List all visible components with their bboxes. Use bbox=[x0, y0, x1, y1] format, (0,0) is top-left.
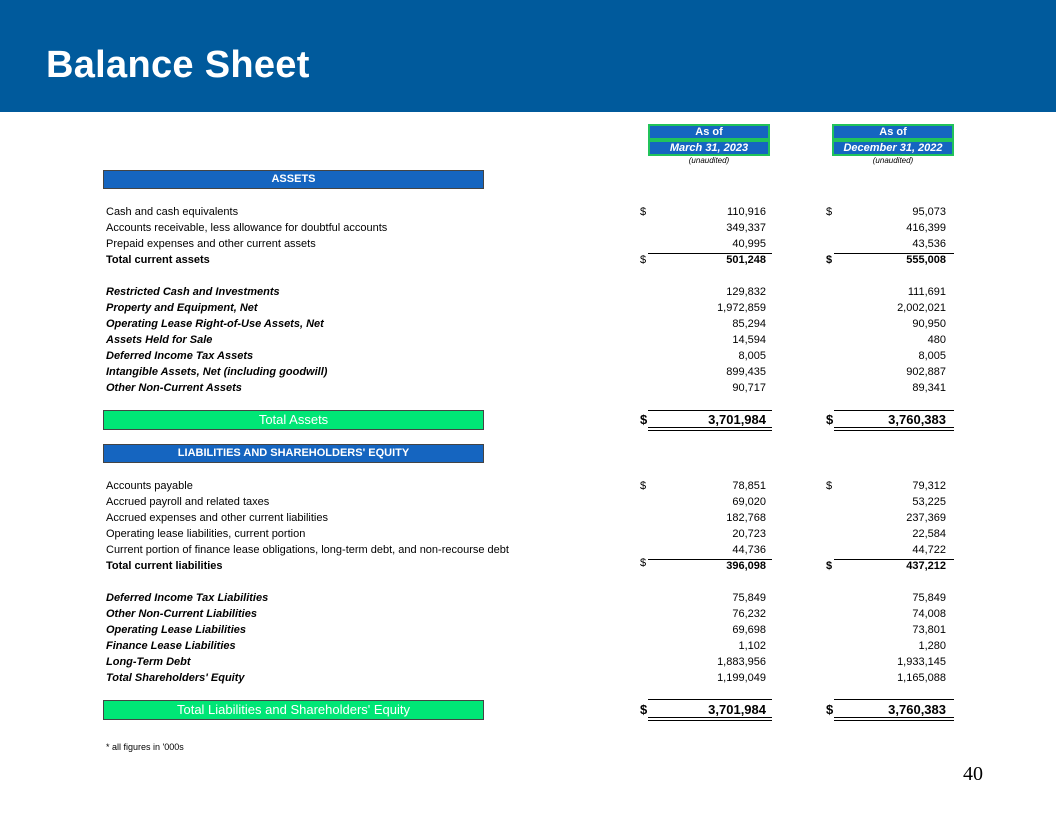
total-assets-label: Total Assets bbox=[103, 410, 484, 430]
page-number: 40 bbox=[963, 763, 983, 785]
row-label: Deferred Income Tax Assets bbox=[106, 350, 254, 362]
row-label: Total current assets bbox=[106, 254, 210, 266]
value-col2: 237,369 bbox=[906, 512, 946, 524]
value-col2: 111,691 bbox=[907, 286, 946, 298]
row-label: Intangible Assets, Net (including goodwill) bbox=[106, 366, 328, 378]
row-label: Operating Lease Right-of-Use Assets, Net bbox=[106, 318, 324, 330]
value-col1: 20,723 bbox=[732, 528, 766, 540]
value-col2: 1,933,145 bbox=[897, 656, 946, 668]
page-title: Balance Sheet bbox=[46, 44, 310, 86]
row-label: Total current liabilities bbox=[106, 560, 223, 572]
double-underline bbox=[648, 717, 772, 721]
table-row bbox=[0, 318, 1056, 334]
value-col2: 555,008 bbox=[906, 254, 946, 266]
value-col2: 44,722 bbox=[912, 544, 946, 556]
value-col2: 89,341 bbox=[912, 382, 946, 394]
table-row bbox=[0, 640, 1056, 656]
table-row bbox=[0, 528, 1056, 544]
table-row bbox=[0, 366, 1056, 382]
currency-symbol: $ bbox=[640, 557, 647, 569]
row-label: Accounts payable bbox=[106, 480, 193, 492]
col2-note: (unaudited) bbox=[872, 156, 914, 165]
value-col1: 396,098 bbox=[726, 560, 766, 572]
value-col2: 79,312 bbox=[912, 480, 946, 492]
value-col1: 110,916 bbox=[727, 206, 766, 218]
value-col2: 53,225 bbox=[912, 496, 946, 508]
value-col1: 1,972,859 bbox=[717, 302, 766, 314]
value-col1: 90,717 bbox=[732, 382, 766, 394]
value-col2: 74,008 bbox=[912, 608, 946, 620]
value-col2: 1,165,088 bbox=[897, 672, 946, 684]
row-label: Assets Held for Sale bbox=[106, 334, 213, 346]
table-row bbox=[0, 544, 1056, 560]
value-col1: 1,199,049 bbox=[717, 672, 766, 684]
value-col1: 85,294 bbox=[732, 318, 766, 330]
value-col1: 69,020 bbox=[732, 496, 766, 508]
currency-symbol: $ bbox=[640, 480, 647, 492]
value-col2: 3,760,383 bbox=[888, 412, 946, 427]
value-col1: 69,698 bbox=[732, 624, 766, 636]
table-row bbox=[0, 238, 1056, 254]
value-col2: 22,584 bbox=[912, 528, 946, 540]
value-col1: 3,701,984 bbox=[708, 702, 766, 717]
row-label: Cash and cash equivalents bbox=[106, 206, 239, 218]
currency-symbol: $ bbox=[640, 206, 647, 218]
value-col2: 416,399 bbox=[906, 222, 946, 234]
table-row bbox=[0, 656, 1056, 672]
table-row bbox=[0, 334, 1056, 350]
value-col1: 1,102 bbox=[738, 640, 766, 652]
value-col1: 78,851 bbox=[732, 480, 766, 492]
double-underline bbox=[648, 427, 772, 431]
row-label: Accounts receivable, less allowance for doubtful accounts bbox=[106, 222, 388, 234]
currency-symbol: $ bbox=[826, 412, 834, 427]
row-label: Restricted Cash and Investments bbox=[106, 286, 280, 298]
value-col1: 75,849 bbox=[732, 592, 766, 604]
value-col1: 76,232 bbox=[732, 608, 766, 620]
table-row bbox=[0, 672, 1056, 688]
row-label: Prepaid expenses and other current assets bbox=[106, 238, 316, 250]
row-label: Current portion of finance lease obligations, long-term debt, and non-recourse debt bbox=[106, 544, 509, 556]
table-row bbox=[0, 496, 1056, 512]
value-col2: 73,801 bbox=[912, 624, 946, 636]
value-col1: 40,995 bbox=[732, 238, 766, 250]
table-row bbox=[0, 592, 1056, 608]
currency-symbol: $ bbox=[826, 702, 834, 717]
value-col2: 8,005 bbox=[918, 350, 946, 362]
row-label: Operating lease liabilities, current portion bbox=[106, 528, 306, 540]
row-label: Finance Lease Liabilities bbox=[106, 640, 236, 652]
row-label: Long-Term Debt bbox=[106, 656, 191, 668]
value-col2: 43,536 bbox=[912, 238, 946, 250]
table-row bbox=[0, 382, 1056, 398]
value-col1: 501,248 bbox=[726, 254, 766, 266]
table-row bbox=[0, 608, 1056, 624]
col2-date: December 31, 2022 bbox=[832, 140, 954, 156]
value-col1: 3,701,984 bbox=[708, 412, 766, 427]
value-col2: 437,212 bbox=[906, 560, 946, 572]
value-col1: 1,883,956 bbox=[717, 656, 766, 668]
table-row bbox=[0, 302, 1056, 318]
value-col1: 8,005 bbox=[738, 350, 766, 362]
table-row bbox=[0, 350, 1056, 366]
total-current-assets-row bbox=[0, 254, 1056, 270]
row-label: Accrued expenses and other current liabilities bbox=[106, 512, 328, 524]
currency-symbol: $ bbox=[826, 480, 833, 492]
currency-symbol: $ bbox=[640, 254, 647, 266]
row-label: Property and Equipment, Net bbox=[106, 302, 258, 314]
value-col2: 902,887 bbox=[906, 366, 946, 378]
double-underline bbox=[834, 717, 954, 721]
col1-date: March 31, 2023 bbox=[648, 140, 770, 156]
currency-symbol: $ bbox=[640, 702, 648, 717]
total-liabilities-equity-label: Total Liabilities and Shareholders' Equity bbox=[103, 700, 484, 720]
footnote: * all figures in '000s bbox=[106, 742, 184, 752]
value-col1: 349,337 bbox=[726, 222, 766, 234]
value-col2: 2,002,021 bbox=[897, 302, 946, 314]
table-row bbox=[0, 624, 1056, 640]
currency-symbol: $ bbox=[826, 560, 833, 572]
table-row bbox=[0, 512, 1056, 528]
total-current-liabilities-row bbox=[0, 557, 1056, 576]
row-label: Accrued payroll and related taxes bbox=[106, 496, 270, 508]
value-col2: 1,280 bbox=[918, 640, 946, 652]
col2-header: As of bbox=[832, 124, 954, 140]
table-row bbox=[0, 206, 1056, 222]
currency-symbol: $ bbox=[640, 412, 648, 427]
col1-header: As of bbox=[648, 124, 770, 140]
value-col2: 3,760,383 bbox=[888, 702, 946, 717]
table-row bbox=[0, 480, 1056, 496]
row-label: Operating Lease Liabilities bbox=[106, 624, 246, 636]
row-label: Other Non-Current Assets bbox=[106, 382, 242, 394]
liabilities-section-header: LIABILITIES AND SHAREHOLDERS' EQUITY bbox=[103, 444, 484, 463]
col1-note: (unaudited) bbox=[688, 156, 730, 165]
row-label: Total Shareholders' Equity bbox=[106, 672, 245, 684]
value-col1: 44,736 bbox=[732, 544, 766, 556]
row-label: Deferred Income Tax Liabilities bbox=[106, 592, 269, 604]
currency-symbol: $ bbox=[826, 206, 833, 218]
value-col2: 95,073 bbox=[912, 206, 946, 218]
value-col2: 480 bbox=[927, 334, 946, 346]
value-col2: 75,849 bbox=[912, 592, 946, 604]
currency-symbol: $ bbox=[826, 254, 833, 266]
assets-section-header: ASSETS bbox=[103, 170, 484, 189]
value-col1: 129,832 bbox=[726, 286, 766, 298]
row-label: Other Non-Current Liabilities bbox=[106, 608, 257, 620]
value-col1: 14,594 bbox=[732, 334, 766, 346]
value-col1: 182,768 bbox=[726, 512, 766, 524]
table-row bbox=[0, 222, 1056, 238]
value-col1: 899,435 bbox=[726, 366, 766, 378]
double-underline bbox=[834, 427, 954, 431]
value-col2: 90,950 bbox=[912, 318, 946, 330]
table-row bbox=[0, 286, 1056, 302]
